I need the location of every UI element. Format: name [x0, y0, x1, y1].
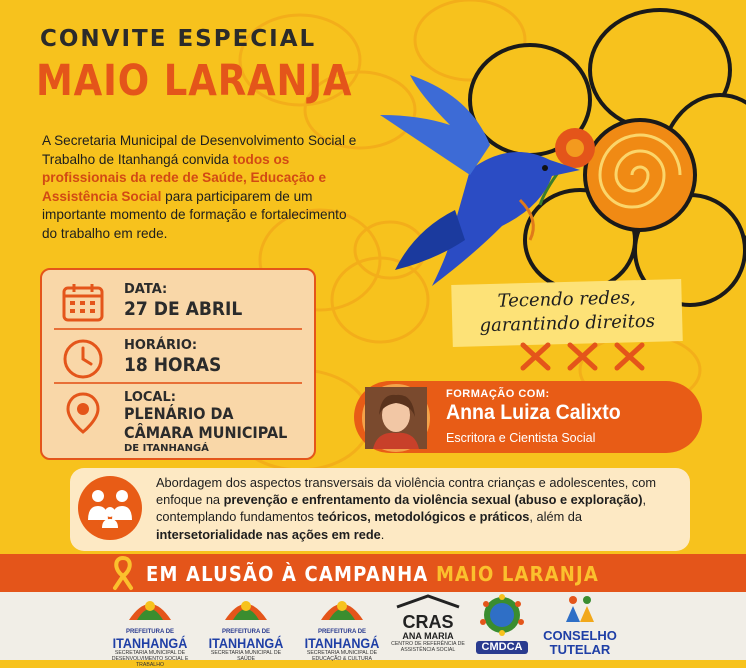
- place-label: LOCAL:: [124, 390, 176, 405]
- clock-icon: [60, 336, 106, 382]
- tagline-box: [451, 279, 683, 347]
- topic-text-4: .: [380, 526, 385, 542]
- logo-pref: PREFEITURA DE: [317, 629, 367, 635]
- family-icon: [78, 476, 142, 540]
- logo-pref: PREFEITURA DE: [221, 629, 271, 635]
- cmdca-label: CMDCA: [476, 641, 528, 654]
- conselho-line1: CONSELHO: [543, 628, 617, 643]
- date-value: 27 DE ABRIL: [124, 298, 243, 320]
- roof-icon: [393, 594, 463, 608]
- header-kicker: CONVITE ESPECIAL: [40, 26, 317, 52]
- banner-label: EM ALUSÃO À CAMPANHA: [146, 562, 429, 586]
- speaker-kicker: FORMAÇÃO COM:: [446, 388, 550, 400]
- time-value: 18 HORAS: [124, 354, 222, 376]
- topic-bold-1: prevenção e enfrentamento da violência sexual (abuso e exploração): [223, 492, 643, 508]
- crest-icon: [315, 594, 369, 624]
- logo-educacao: [296, 594, 388, 662]
- intro-paragraph: [42, 132, 362, 244]
- topic-text-2: , contemplando fundamentos: [156, 492, 647, 525]
- crest-icon: [123, 594, 177, 624]
- divider: [54, 328, 302, 330]
- place-line3: DE ITANHANGÁ: [124, 443, 209, 454]
- intro-text-after: para participarem de um importante momento de formação e fortalecimento do trabalho em rede.: [42, 188, 347, 241]
- place-line2: CÂMARA MUNICIPAL: [124, 423, 288, 442]
- tagline-line2: garantindo direitos: [479, 310, 656, 337]
- cross-stitch-icon: [518, 340, 648, 374]
- intro-text-before: A Secretaria Municipal de Desenvolvimento Social e Trabalho de Itanhangá convida: [42, 133, 357, 167]
- logo-cmdca: [470, 594, 534, 658]
- topic-bold-2: teóricos, metodológicos e práticos: [317, 509, 530, 525]
- banner-text: [146, 562, 599, 586]
- cras-title: CRAS: [402, 612, 454, 632]
- divider: [54, 382, 302, 384]
- logo-desenvolvimento-social: [102, 594, 198, 668]
- topic-text-1: Abordagem dos aspectos transversais da violência contra crianças e adolescentes, com enfoque na: [156, 475, 657, 508]
- logo-sub: SECRETARIA MUNICIPAL DE DESENVOLVIMENTO SOCIAL E TRABALHO: [111, 650, 189, 668]
- time-label: HORÁRIO:: [124, 338, 198, 353]
- page-title: MAIO LARANJA: [36, 56, 353, 106]
- avatar: [362, 384, 430, 452]
- cras-sub: CENTRO DE REFERÊNCIA DE ASSISTÊNCIA SOCIAL: [391, 641, 465, 653]
- banner-highlight: MAIO LARANJA: [435, 562, 599, 586]
- date-label: DATA:: [124, 282, 168, 297]
- logo-sub: SECRETARIA MUNICIPAL DE SAÚDE: [210, 650, 282, 662]
- tagline-line1: Tecendo redes,: [497, 287, 636, 312]
- logo-pref: PREFEITURA DE: [125, 629, 175, 635]
- crest-icon: [219, 594, 273, 624]
- conselho-line2: TUTELAR: [549, 642, 611, 657]
- event-info-box: [40, 268, 316, 460]
- logo-cras: [388, 594, 468, 658]
- children-icon: [560, 594, 600, 624]
- logo-saude: [202, 594, 290, 662]
- topic-text-3: , além da: [529, 509, 583, 525]
- topic-description: [156, 474, 676, 543]
- topic-bold-3: intersetorialidade nas ações em rede: [156, 526, 381, 542]
- logo-city: ITANHANGÁ: [112, 635, 188, 651]
- logo-city: ITANHANGÁ: [208, 635, 284, 651]
- logo-sub: SECRETARIA MUNICIPAL DE EDUCAÇÃO & CULTURA: [306, 650, 378, 662]
- globe-hands-icon: [477, 594, 527, 636]
- intro-highlight: todos os profissionais da rede de Saúde, Educação e Assistência Social: [42, 151, 327, 204]
- location-pin-icon: [60, 390, 106, 436]
- cras-name: ANA MARIA: [402, 631, 454, 641]
- speaker-role: Escritora e Cientista Social: [446, 431, 596, 445]
- speaker-name: Anna Luiza Calixto: [446, 401, 621, 424]
- logo-city: ITANHANGÁ: [304, 635, 380, 651]
- ribbon-icon: [112, 556, 134, 590]
- place-line1: PLENÁRIO DA: [124, 404, 234, 423]
- logo-conselho-tutelar: [540, 594, 620, 658]
- calendar-icon: [60, 280, 106, 326]
